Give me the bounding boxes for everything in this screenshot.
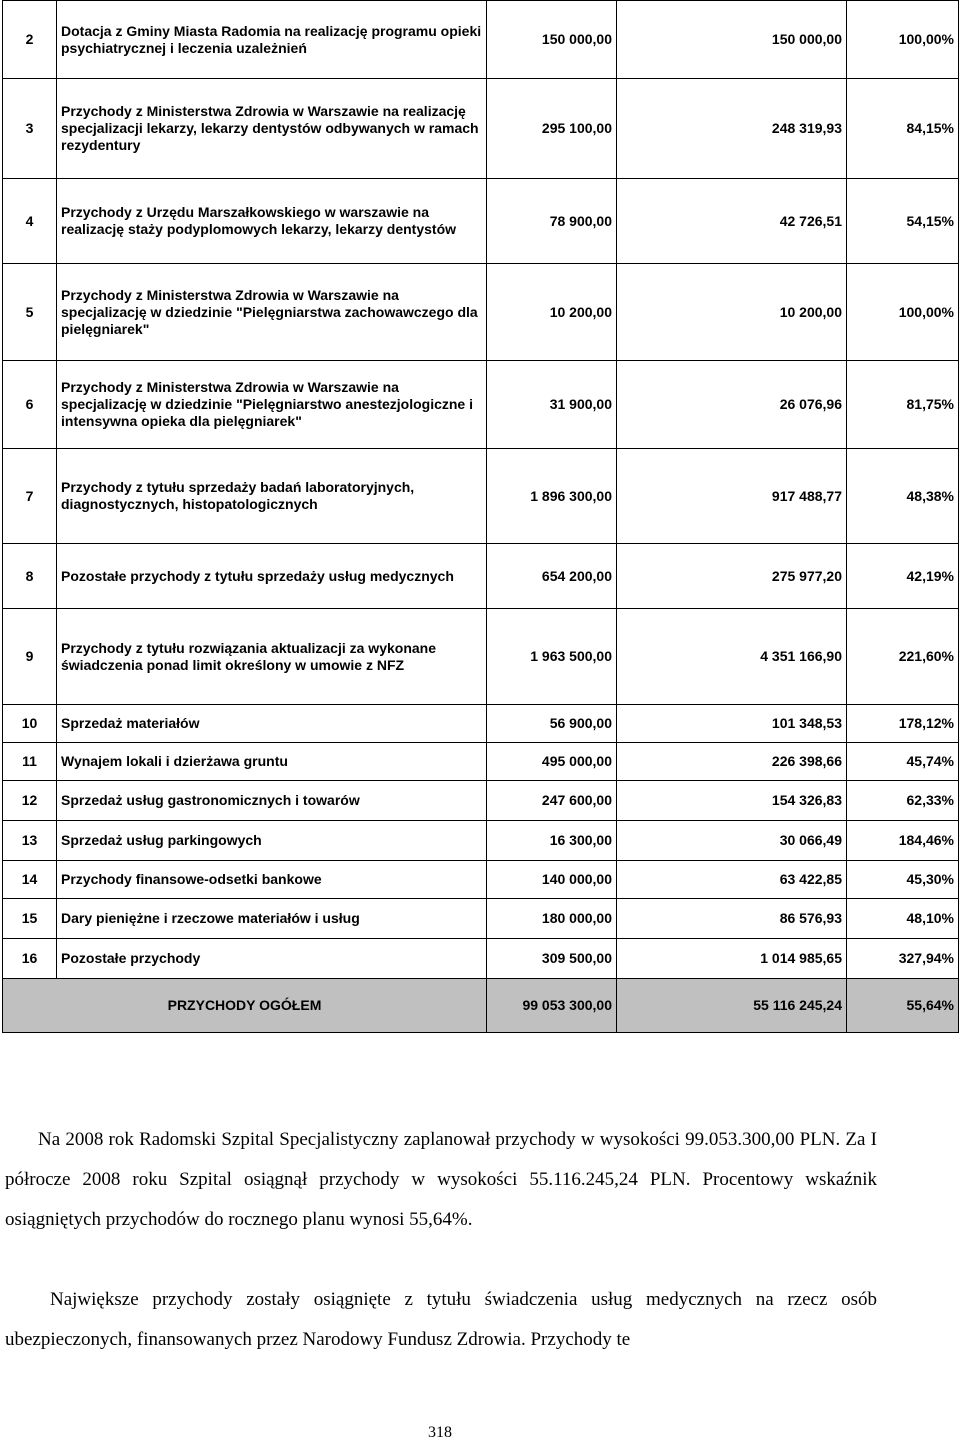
plan-value: 78 900,00	[487, 179, 617, 264]
percent-value: 48,38%	[847, 449, 959, 544]
page-number: 318	[428, 1424, 452, 1441]
execution-value: 248 319,93	[617, 79, 847, 179]
percent-value: 221,60%	[847, 609, 959, 705]
plan-value: 309 500,00	[487, 939, 617, 979]
revenue-table	[2, 0, 959, 1033]
total-label: PRZYCHODY OGÓŁEM	[3, 979, 487, 1033]
table-row	[3, 79, 959, 179]
execution-value: 30 066,49	[617, 821, 847, 861]
row-number: 5	[3, 264, 57, 361]
table-row	[3, 861, 959, 899]
table-row	[3, 1, 959, 79]
percent-value: 42,19%	[847, 544, 959, 609]
table-row	[3, 821, 959, 861]
row-number: 10	[3, 705, 57, 743]
percent-value: 81,75%	[847, 361, 959, 449]
percent-value: 184,46%	[847, 821, 959, 861]
revenue-item-name: Przychody finansowe-odsetki bankowe	[57, 861, 487, 899]
total-row	[3, 979, 959, 1033]
row-number: 6	[3, 361, 57, 449]
percent-value: 100,00%	[847, 264, 959, 361]
revenue-item-name: Pozostałe przychody z tytułu sprzedaży usług medycznych	[57, 544, 487, 609]
table-row	[3, 939, 959, 979]
revenue-item-name: Przychody z Urzędu Marszałkowskiego w warszawie na realizację staży podyplomowych lekarzy, lekarzy dentystów	[57, 179, 487, 264]
plan-value: 1 963 500,00	[487, 609, 617, 705]
row-number: 3	[3, 79, 57, 179]
revenue-item-name: Przychody z Ministerstwa Zdrowia w Warszawie na specjalizację w dziedzinie "Pielęgniarstwa zachowawczego dla pielęgniarek"	[57, 264, 487, 361]
plan-value: 180 000,00	[487, 899, 617, 939]
revenue-item-name: Sprzedaż usług gastronomicznych i towarów	[57, 781, 487, 821]
execution-value: 150 000,00	[617, 1, 847, 79]
plan-value: 150 000,00	[487, 1, 617, 79]
summary-paragraph: Na 2008 rok Radomski Szpital Specjalistyczny zaplanował przychody w wysokości 99.053.300,00 PLN. Za I półrocze 2008 roku Szpital osiągnął przychody w wysokości 55.116.245,24 PLN. Procentowy wskaźnik osiągniętych przychodów do rocznego planu wynosi 55,64%.	[5, 1129, 877, 1230]
plan-value: 31 900,00	[487, 361, 617, 449]
table-row	[3, 609, 959, 705]
row-number: 8	[3, 544, 57, 609]
table-row	[3, 179, 959, 264]
table-row	[3, 705, 959, 743]
revenue-item-name: Dary pieniężne i rzeczowe materiałów i usług	[57, 899, 487, 939]
revenue-item-name: Wynajem lokali i dzierżawa gruntu	[57, 743, 487, 781]
plan-value: 247 600,00	[487, 781, 617, 821]
percent-value: 48,10%	[847, 899, 959, 939]
table-row	[3, 449, 959, 544]
table-row	[3, 899, 959, 939]
row-number: 16	[3, 939, 57, 979]
plan-value: 495 000,00	[487, 743, 617, 781]
table-row	[3, 544, 959, 609]
percent-value: 327,94%	[847, 939, 959, 979]
execution-value: 86 576,93	[617, 899, 847, 939]
total-plan-value: 99 053 300,00	[487, 979, 617, 1033]
percent-value: 62,33%	[847, 781, 959, 821]
plan-value: 10 200,00	[487, 264, 617, 361]
table-row	[3, 743, 959, 781]
execution-value: 101 348,53	[617, 705, 847, 743]
percent-value: 100,00%	[847, 1, 959, 79]
execution-value: 10 200,00	[617, 264, 847, 361]
percent-value: 45,74%	[847, 743, 959, 781]
plan-value: 295 100,00	[487, 79, 617, 179]
execution-value: 63 422,85	[617, 861, 847, 899]
plan-value: 16 300,00	[487, 821, 617, 861]
total-percent-value: 55,64%	[847, 979, 959, 1033]
row-number: 12	[3, 781, 57, 821]
revenue-item-name: Przychody z tytułu sprzedaży badań laboratoryjnych, diagnostycznych, histopatologicznych	[57, 449, 487, 544]
row-number: 9	[3, 609, 57, 705]
plan-value: 56 900,00	[487, 705, 617, 743]
plan-value: 654 200,00	[487, 544, 617, 609]
percent-value: 54,15%	[847, 179, 959, 264]
row-number: 15	[3, 899, 57, 939]
row-number: 13	[3, 821, 57, 861]
execution-value: 26 076,96	[617, 361, 847, 449]
row-number: 7	[3, 449, 57, 544]
revenue-item-name: Przychody z Ministerstwa Zdrowia w Warszawie na realizację specjalizacji lekarzy, lekarzy dentystów odbywanych w ramach rezydentury	[57, 79, 487, 179]
revenue-item-name: Dotacja z Gminy Miasta Radomia na realizację programu opieki psychiatrycznej i leczenia uzależnień	[57, 1, 487, 79]
row-number: 2	[3, 1, 57, 79]
percent-value: 45,30%	[847, 861, 959, 899]
execution-value: 917 488,77	[617, 449, 847, 544]
revenue-item-name: Sprzedaż materiałów	[57, 705, 487, 743]
percent-value: 84,15%	[847, 79, 959, 179]
execution-value: 226 398,66	[617, 743, 847, 781]
revenue-item-name: Przychody z tytułu rozwiązania aktualizacji za wykonane świadczenia ponad limit określony w umowie z NFZ	[57, 609, 487, 705]
revenue-item-name: Przychody z Ministerstwa Zdrowia w Warszawie na specjalizację w dziedzinie "Pielęgniarstwo anestezjologiczne i intensywna opieka dla pielęgniarek"	[57, 361, 487, 449]
table-row	[3, 361, 959, 449]
percent-value: 178,12%	[847, 705, 959, 743]
row-number: 4	[3, 179, 57, 264]
execution-value: 1 014 985,65	[617, 939, 847, 979]
revenue-item-name: Sprzedaż usług parkingowych	[57, 821, 487, 861]
execution-value: 4 351 166,90	[617, 609, 847, 705]
row-number: 14	[3, 861, 57, 899]
total-execution-value: 55 116 245,24	[617, 979, 847, 1033]
row-number: 11	[3, 743, 57, 781]
revenue-item-name: Pozostałe przychody	[57, 939, 487, 979]
table-row	[3, 781, 959, 821]
plan-value: 140 000,00	[487, 861, 617, 899]
table-row	[3, 264, 959, 361]
body-paragraph: Największe przychody zostały osiągnięte z tytułu świadczenia usług medycznych na rzecz osób ubezpieczonych, finansowanych przez Narodowy Fundusz Zdrowia. Przychody te	[5, 1289, 877, 1350]
plan-value: 1 896 300,00	[487, 449, 617, 544]
execution-value: 275 977,20	[617, 544, 847, 609]
execution-value: 154 326,83	[617, 781, 847, 821]
execution-value: 42 726,51	[617, 179, 847, 264]
